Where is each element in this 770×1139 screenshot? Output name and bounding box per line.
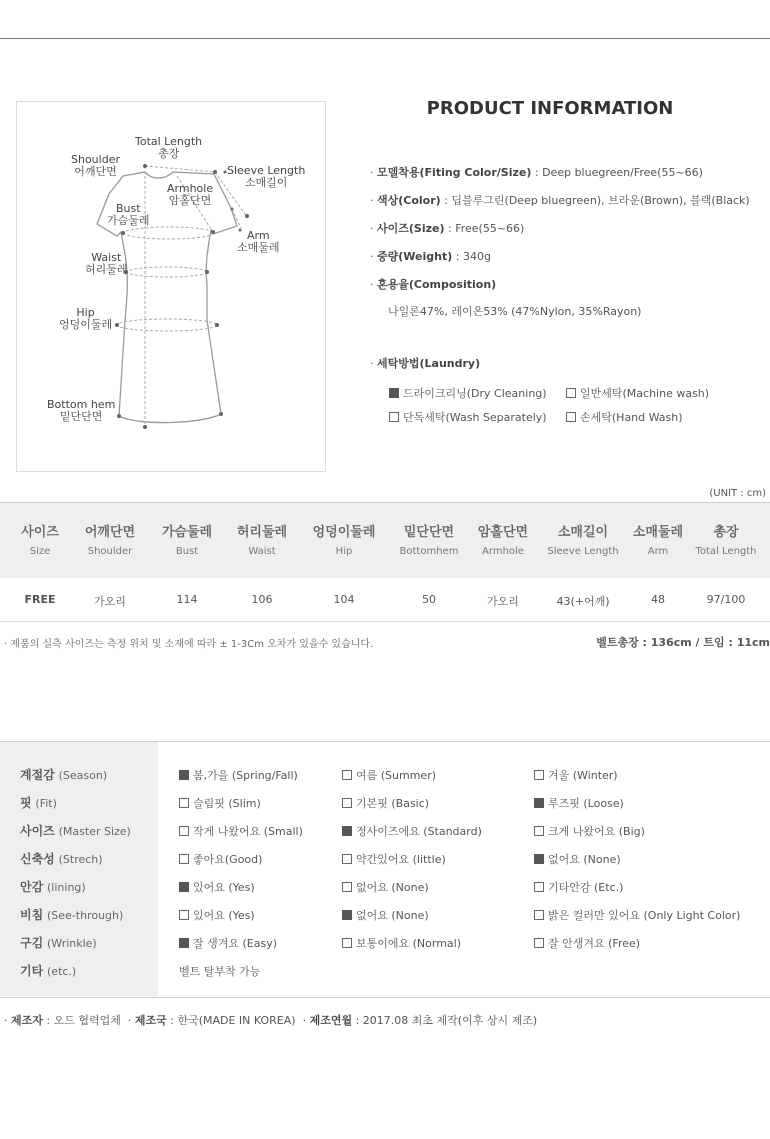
maker-label: 제조자 xyxy=(11,1014,43,1027)
laundry-option-label: 드라이크리닝(Dry Cleaning) xyxy=(403,387,547,400)
attr-option xyxy=(179,907,255,923)
label-ko: 총장 xyxy=(157,147,180,160)
unchecked-box-icon xyxy=(342,882,352,892)
size-value-cell: 48 xyxy=(651,593,665,606)
attr-option-label: 없어요 (None) xyxy=(548,853,621,866)
laundry-dry-cleaning xyxy=(389,385,547,401)
size-header-ko: 암홀단면 xyxy=(477,525,529,540)
attr-option-label: 잘 생겨요 (Easy) xyxy=(193,937,278,950)
attr-label-ko: 신축성 xyxy=(20,852,55,866)
label-waist xyxy=(85,252,128,276)
checked-box-icon xyxy=(342,910,352,920)
attr-option-label: 작게 나왔어요 (Small) xyxy=(193,825,303,838)
size-header-en: Bottomhem xyxy=(399,546,459,557)
label-bottom-hem xyxy=(47,399,115,423)
size-header-ko: 총장 xyxy=(713,525,739,540)
label-sleeve-length xyxy=(227,165,305,189)
attr-option xyxy=(342,879,429,895)
attr-option xyxy=(342,795,429,811)
size-value-cell: 50 xyxy=(422,593,436,606)
fitting-label: 모델착용(Fiting Color/Size) xyxy=(377,166,532,179)
date-value: 2017.08 최초 제작(이후 상시 제조) xyxy=(362,1014,538,1027)
attr-label-ko: 기타 xyxy=(20,964,44,978)
checked-box-icon xyxy=(389,388,399,398)
size-value-cell: 97/100 xyxy=(706,593,746,606)
unchecked-box-icon xyxy=(342,770,352,780)
attr-option-label: 봄,가을 (Spring/Fall) xyxy=(193,769,298,782)
label-en: Sleeve Length xyxy=(227,164,306,177)
size-header-en: Bust xyxy=(175,546,199,557)
weight-label: 중량(Weight) xyxy=(377,250,453,263)
attr-option-label: 밝은 컬러만 있어요 (Only Light Color) xyxy=(548,909,741,922)
attr-option xyxy=(342,851,446,867)
attr-label xyxy=(20,822,131,839)
size-header-ko: 허리둘레 xyxy=(236,525,288,540)
attr-option xyxy=(534,823,645,839)
label-ko: 밑단단면 xyxy=(59,410,103,423)
attr-label xyxy=(20,766,107,783)
attr-label xyxy=(20,906,123,923)
laundry-wash-separately xyxy=(389,409,547,425)
attr-etc-text: 벨트 탈부착 가능 xyxy=(179,965,261,978)
size-value-cell: 43(+어깨) xyxy=(556,595,610,608)
size-header-ko: 엉덩이둘레 xyxy=(312,525,376,540)
unchecked-box-icon xyxy=(179,910,189,920)
attr-option xyxy=(179,851,262,867)
size-label: 사이즈(Size) xyxy=(377,222,445,235)
attr-option xyxy=(179,879,255,895)
checked-box-icon xyxy=(179,770,189,780)
size-header-en: Hip xyxy=(335,546,353,557)
label-arm xyxy=(237,230,280,254)
attr-label-ko: 구김 xyxy=(20,936,44,950)
laundry-option-label: 단독세탁(Wash Separately) xyxy=(403,411,547,424)
attr-option xyxy=(342,907,429,923)
attr-option-label: 없어요 (None) xyxy=(356,881,429,894)
date-label: 제조연월 xyxy=(309,1014,353,1027)
attr-label-ko: 사이즈 xyxy=(20,824,55,838)
attr-label-en: (Wrinkle) xyxy=(47,937,97,950)
attr-option xyxy=(342,767,436,783)
attr-label xyxy=(20,934,97,951)
label-ko: 엉덩이둘레 xyxy=(59,318,113,331)
label-en: Hip xyxy=(76,306,95,319)
attr-option-label: 슬림핏 (Slim) xyxy=(193,797,261,810)
size-row: · 사이즈(Size) : Free(55~66) xyxy=(370,222,525,235)
label-ko: 가슴둘레 xyxy=(107,214,150,227)
attr-table-bottom xyxy=(0,997,770,998)
attr-option-label: 정사이즈에요 (Standard) xyxy=(356,825,482,838)
attr-label xyxy=(20,962,76,979)
label-shoulder xyxy=(71,154,120,178)
size-value-cell: 가오리 xyxy=(94,595,126,608)
attr-option-label: 루즈핏 (Loose) xyxy=(548,797,624,810)
country-value: 한국(MADE IN KOREA) xyxy=(177,1014,296,1027)
size-value-cell: 106 xyxy=(251,593,273,606)
size-value-cell: 114 xyxy=(176,593,198,606)
size-header-en: Arm xyxy=(647,546,669,557)
size-note: · 제품의 실측 사이즈는 측정 위치 및 소재에 따라 ± 1-3Cm 오차가 있을수 있습니다. xyxy=(4,639,374,650)
unchecked-box-icon xyxy=(534,938,544,948)
laundry-machine-wash xyxy=(566,385,709,401)
attr-option xyxy=(179,823,303,839)
attr-option xyxy=(534,879,623,895)
attr-option-label: 약간있어요 (little) xyxy=(356,853,446,866)
size-header-en: Sleeve Length xyxy=(547,546,619,557)
unchecked-box-icon xyxy=(389,412,399,422)
weight-value: 340g xyxy=(462,250,491,263)
label-en: Armhole xyxy=(167,182,214,195)
size-header-en: Total Length xyxy=(695,546,757,557)
label-en: Bottom hem xyxy=(47,398,116,411)
unchecked-box-icon xyxy=(342,938,352,948)
checked-box-icon xyxy=(179,882,189,892)
attr-option-label: 있어요 (Yes) xyxy=(193,881,255,894)
attr-label xyxy=(20,850,103,867)
attr-option-label: 기본핏 (Basic) xyxy=(356,797,430,810)
product-info-title: PRODUCT INFORMATION xyxy=(426,98,674,119)
checked-box-icon xyxy=(534,854,544,864)
unchecked-box-icon xyxy=(566,412,576,422)
unit-label: (UNIT : cm) xyxy=(709,488,766,499)
attr-label xyxy=(20,878,86,895)
fitting-value: Deep bluegreen/Free(55~66) xyxy=(542,166,703,179)
attr-label xyxy=(20,794,57,811)
size-header-ko: 어깨단면 xyxy=(84,525,136,540)
laundry-hand-wash xyxy=(566,409,683,425)
label-bust xyxy=(107,203,150,227)
weight-row: · 중량(Weight) : 340g xyxy=(370,250,491,263)
color-value: 딥블루그린(Deep bluegreen), 브라운(Brown), 블랙(Black) xyxy=(451,194,750,207)
attr-option xyxy=(534,795,624,811)
attr-label-en: (See-through) xyxy=(47,909,124,922)
label-en: Shoulder xyxy=(71,153,120,166)
attr-option xyxy=(342,935,461,951)
unchecked-box-icon xyxy=(534,910,544,920)
country-label: 제조국 xyxy=(134,1014,167,1027)
label-ko: 어깨단면 xyxy=(74,165,117,178)
size-header-ko: 사이즈 xyxy=(21,525,59,540)
label-en: Bust xyxy=(115,202,141,215)
attr-label-ko: 비침 xyxy=(20,908,44,922)
attr-label-en: (Season) xyxy=(58,769,108,782)
attr-label-ko: 안감 xyxy=(20,880,44,894)
label-hip xyxy=(59,307,112,331)
size-value-cell: FREE xyxy=(24,593,56,606)
size-value: Free(55~66) xyxy=(455,222,525,235)
unchecked-box-icon xyxy=(534,826,544,836)
composition-row: · 혼용율(Composition) xyxy=(370,278,497,291)
attr-option-label: 보통이에요 (Normal) xyxy=(356,937,462,950)
composition-label: 혼용율(Composition) xyxy=(377,278,497,291)
attr-label-en: (etc.) xyxy=(47,965,77,978)
composition-value: 나일론47%, 레이온53% (47%Nylon, 35%Rayon) xyxy=(388,305,642,318)
attr-option-label: 잘 안생겨요 (Free) xyxy=(548,937,641,950)
attr-option xyxy=(534,907,740,923)
attr-label-en: (lining) xyxy=(47,881,86,894)
label-ko: 소매둘레 xyxy=(237,241,280,254)
label-ko: 암홀단면 xyxy=(168,194,212,207)
label-ko: 소매길이 xyxy=(244,176,288,189)
attr-option xyxy=(342,823,482,839)
attr-option-label: 좋아요(Good) xyxy=(193,853,263,866)
unchecked-box-icon xyxy=(534,770,544,780)
unchecked-box-icon xyxy=(179,854,189,864)
laundry-option-label: 손세탁(Hand Wash) xyxy=(580,411,683,424)
unchecked-box-icon xyxy=(179,798,189,808)
size-header-en: Shoulder xyxy=(87,546,133,557)
laundry-label: 세탁방법(Laundry) xyxy=(377,357,481,370)
checked-box-icon xyxy=(342,826,352,836)
attr-label-ko: 계절감 xyxy=(20,768,55,782)
size-header-en: Size xyxy=(29,546,51,557)
attr-option-label: 크게 나왔어요 (Big) xyxy=(548,825,645,838)
attr-label-en: (Fit) xyxy=(35,797,57,810)
attr-option xyxy=(534,767,618,783)
size-header-ko: 밑단단면 xyxy=(403,525,455,540)
attr-label-en: (Master Size) xyxy=(58,825,131,838)
label-en: Waist xyxy=(91,251,122,264)
label-en: Total Length xyxy=(135,135,203,148)
color-label: 색상(Color) xyxy=(377,194,441,207)
attr-option-label: 기타안감 (Etc.) xyxy=(548,881,624,894)
attr-option-label: 여름 (Summer) xyxy=(356,769,437,782)
unchecked-box-icon xyxy=(534,882,544,892)
laundry-option-label: 일반세탁(Machine wash) xyxy=(580,387,710,400)
size-table-divider xyxy=(0,621,770,622)
label-ko: 허리둘레 xyxy=(85,263,128,276)
unchecked-box-icon xyxy=(566,388,576,398)
attr-option xyxy=(179,935,277,951)
label-en: Arm xyxy=(246,229,270,242)
label-armhole xyxy=(167,183,213,207)
size-header-ko: 가슴둘레 xyxy=(161,525,213,540)
size-value-cell: 가오리 xyxy=(487,595,519,608)
fitting-row: · 모델착용(Fiting Color/Size) : Deep bluegreen/Free(55~66) xyxy=(370,166,703,179)
attr-option xyxy=(534,851,621,867)
laundry-row: · 세탁방법(Laundry) xyxy=(370,357,481,370)
size-value-cell: 104 xyxy=(333,593,355,606)
label-total-length xyxy=(135,136,202,160)
color-row: · 색상(Color) : 딥블루그린(Deep bluegreen), 브라운(Brown), 블랙(Black) xyxy=(370,194,750,207)
manufacturer-info: · 제조자 : 오드 협력업체 · 제조국 : 한국(MADE IN KOREA) · 제조연월 : 2017.08 최초 제작(이후 상시 제조) xyxy=(4,1014,538,1027)
attr-label-ko: 핏 xyxy=(20,796,32,810)
checked-box-icon xyxy=(179,938,189,948)
attr-option-label: 겨울 (Winter) xyxy=(548,769,618,782)
maker-value: 오드 협력업체 xyxy=(53,1014,121,1027)
size-header-en: Armhole xyxy=(482,546,524,557)
attr-option-label: 있어요 (Yes) xyxy=(193,909,255,922)
attr-option xyxy=(179,795,261,811)
checked-box-icon xyxy=(534,798,544,808)
size-header-ko: 소매길이 xyxy=(557,525,609,540)
attr-label-en: (Strech) xyxy=(58,853,103,866)
attr-option-label: 없어요 (None) xyxy=(356,909,429,922)
unchecked-box-icon xyxy=(342,854,352,864)
unchecked-box-icon xyxy=(342,798,352,808)
unchecked-box-icon xyxy=(179,826,189,836)
size-header-ko: 소매둘레 xyxy=(632,525,684,540)
attr-option xyxy=(534,935,640,951)
size-table-header xyxy=(0,502,770,578)
belt-info: 벨트총장 : 136cm / 트임 : 11cm xyxy=(596,636,770,649)
size-diagram xyxy=(16,101,326,472)
attr-option xyxy=(179,767,298,783)
top-divider xyxy=(0,38,770,39)
size-header-en: Waist xyxy=(248,546,276,557)
